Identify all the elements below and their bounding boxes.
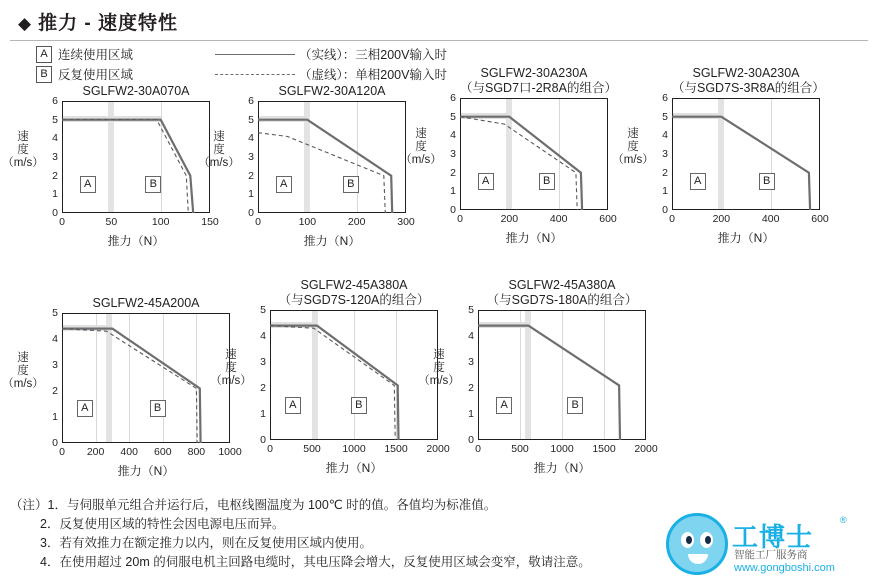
x-tick-label: 0 <box>255 216 261 228</box>
y-tick-label: 2 <box>52 169 58 182</box>
y-axis-label <box>0 352 46 391</box>
x-tick-label: 0 <box>59 216 65 228</box>
chart-title <box>672 66 825 96</box>
notes-block <box>10 496 730 572</box>
note-text-4: 4．在使用超过 20m 的伺服电机主回路电缆时，其电压降会增大，反复使用区域会变窄，敬请注意。 <box>40 555 591 569</box>
chart-4 <box>612 66 829 250</box>
chart-title-main: SGLFW2-30A230A <box>480 66 588 80</box>
y-tick-label: 2 <box>260 382 266 394</box>
mascot-pupil-right <box>705 536 711 544</box>
x-axis-label: 推力（N） <box>717 231 775 245</box>
zone-label-a: A <box>478 173 494 190</box>
y-tick-label: 3 <box>248 151 254 163</box>
chart-1 <box>2 84 219 253</box>
legend-linestyles <box>215 44 447 84</box>
chart-subtitle: （与SGD7口-2R8A的组合） <box>460 81 617 95</box>
chart-title-main: SGLFW2-45A380A <box>508 278 616 292</box>
zone-b-badge: B <box>36 66 52 83</box>
y-tick-label: 3 <box>450 148 456 160</box>
y-tick-label: 5 <box>52 307 58 319</box>
watermark-url: www.gongboshi.com <box>734 562 835 574</box>
chart-curves <box>672 98 820 210</box>
y-axis-label-char1: 速 <box>627 128 639 140</box>
y-tick-label: 5 <box>260 304 266 316</box>
chart-title-main: SGLFW2-30A230A <box>692 66 800 80</box>
chart-6 <box>210 278 450 480</box>
zone-a-label: 连续使用区域 <box>58 48 134 62</box>
x-tick-label: 0 <box>669 213 675 225</box>
y-axis-label-char2: 度 <box>433 362 445 374</box>
y-tick-label: 2 <box>662 166 668 179</box>
zone-a-badge: A <box>36 46 52 63</box>
zone-label-b: B <box>150 400 166 417</box>
legend-solid-label: （实线）：三相200V输入时 <box>299 48 447 62</box>
x-tick-label: 200 <box>86 446 105 458</box>
y-tick-label: 1 <box>468 408 474 420</box>
y-axis-label <box>416 349 462 388</box>
zone-label-a: A <box>496 397 512 414</box>
y-tick-label: 2 <box>450 166 456 179</box>
y-tick-label: 1 <box>52 411 58 423</box>
y-tick-label: 6 <box>662 92 668 104</box>
chart-curves <box>270 310 438 440</box>
x-tick-label: 100 <box>151 216 170 228</box>
x-axis-label: 推力（N） <box>533 461 591 475</box>
chart-title <box>62 296 230 311</box>
zone-label-a: A <box>80 176 96 193</box>
x-tick-label: 400 <box>761 213 780 225</box>
zone-label-a: A <box>77 400 93 417</box>
y-axis-label <box>398 128 444 167</box>
curve-three-phase <box>62 120 193 213</box>
y-tick-label: 3 <box>468 356 474 368</box>
chart-title <box>270 278 438 308</box>
x-tick-label: 500 <box>511 443 529 455</box>
curve-single-phase <box>62 329 197 443</box>
y-axis-label-char2: 度 <box>17 144 29 156</box>
plot-area <box>210 304 450 480</box>
x-tick-label: 2000 <box>426 443 450 455</box>
chart-title <box>460 66 617 96</box>
legend-dashed-row <box>215 64 447 84</box>
x-tick-label: 200 <box>347 216 366 228</box>
zone-label-a: A <box>690 173 706 190</box>
chart-curves <box>258 101 406 213</box>
note-line-4 <box>10 553 730 572</box>
x-tick-label: 400 <box>549 213 568 225</box>
curve-three-phase <box>258 120 392 213</box>
x-tick-label: 100 <box>298 216 317 228</box>
y-axis-unit: （m/s） <box>210 375 252 387</box>
y-axis-unit: （m/s） <box>2 157 44 169</box>
x-tick-label: 800 <box>187 446 206 458</box>
y-tick-label: 5 <box>248 113 254 126</box>
y-tick-label: 3 <box>662 148 668 160</box>
chart-curves <box>460 98 608 210</box>
chart-title <box>478 278 646 308</box>
curve-three-phase <box>672 117 810 210</box>
legend-solid-row <box>215 44 447 64</box>
x-tick-label: 0 <box>475 443 481 455</box>
y-tick-label: 0 <box>52 207 58 219</box>
watermark <box>660 509 870 581</box>
page-title-text: 推力 - 速度特性 <box>38 13 178 34</box>
y-tick-label: 4 <box>450 129 456 142</box>
x-tick-label: 1000 <box>218 446 242 458</box>
y-axis-unit: （m/s） <box>198 157 240 169</box>
y-tick-label: 4 <box>52 333 58 345</box>
plot-area <box>2 307 242 483</box>
chart-5 <box>2 296 242 483</box>
x-tick-label: 600 <box>154 446 172 458</box>
x-tick-label: 0 <box>267 443 273 455</box>
chart-subtitle: （与SGD7S-180A的组合） <box>486 293 638 307</box>
note-line-3 <box>10 534 730 553</box>
y-axis-label-char2: 度 <box>225 362 237 374</box>
zone-label-b: B <box>759 173 775 190</box>
x-tick-label: 500 <box>303 443 321 455</box>
chart-title <box>62 84 210 99</box>
curve-three-phase <box>478 326 620 440</box>
x-tick-label: 2000 <box>634 443 658 455</box>
zone-label-a: A <box>285 397 301 414</box>
y-axis-label-char2: 度 <box>17 365 29 377</box>
y-tick-label: 1 <box>260 408 266 420</box>
y-tick-label: 5 <box>450 110 456 123</box>
chart-curves <box>62 101 210 213</box>
x-axis-label: 推力（N） <box>325 461 383 475</box>
y-axis-label <box>610 128 656 167</box>
y-tick-label: 0 <box>260 434 266 446</box>
chart-subtitle: （与SGD7S-120A的组合） <box>278 293 430 307</box>
x-tick-label: 1000 <box>550 443 574 455</box>
x-tick-label: 0 <box>59 446 65 458</box>
plot-area <box>612 92 829 250</box>
diamond-icon: ◆ <box>18 14 33 33</box>
y-tick-label: 0 <box>662 204 668 216</box>
x-axis-label: 推力（N） <box>107 234 165 248</box>
zone-label-b: B <box>351 397 367 414</box>
note-line-2 <box>10 515 730 534</box>
note-line-1 <box>10 496 730 515</box>
y-axis-label-char1: 速 <box>225 349 237 361</box>
y-axis-unit: （m/s） <box>612 154 654 166</box>
x-tick-label: 600 <box>811 213 829 225</box>
legend-row-b <box>36 64 133 84</box>
x-tick-label: 1000 <box>342 443 366 455</box>
mascot-mouth <box>688 554 708 564</box>
legend-dashed-label: （虚线）：单相200V输入时 <box>299 68 447 82</box>
y-axis-label <box>208 349 254 388</box>
y-tick-label: 2 <box>52 385 58 397</box>
curve-single-phase <box>460 117 577 210</box>
y-tick-label: 1 <box>248 188 254 201</box>
curve-single-phase <box>62 120 188 213</box>
chart-curves <box>62 313 230 443</box>
zone-label-b: B <box>567 397 583 414</box>
x-tick-label: 400 <box>120 446 138 458</box>
x-tick-label: 1500 <box>592 443 616 455</box>
y-tick-label: 5 <box>662 110 668 123</box>
y-axis-label-char1: 速 <box>433 349 445 361</box>
y-axis-unit: （m/s） <box>2 378 44 390</box>
watermark-brand: 工博士 <box>732 522 814 552</box>
y-axis-label <box>0 131 46 170</box>
x-tick-label: 600 <box>599 213 617 225</box>
x-tick-label: 200 <box>712 213 731 225</box>
y-axis-label-char2: 度 <box>415 141 427 153</box>
x-tick-label: 50 <box>105 216 118 228</box>
chart-title-main: SGLFW2-45A380A <box>300 278 408 292</box>
chart-title <box>258 84 406 99</box>
zone-label-b: B <box>343 176 359 193</box>
x-tick-label: 300 <box>397 216 415 228</box>
chart-title-main: SGLFW2-30A120A <box>278 84 386 98</box>
y-tick-label: 3 <box>52 359 58 371</box>
x-tick-label: 200 <box>500 213 519 225</box>
chart-curves <box>478 310 646 440</box>
x-tick-label: 1500 <box>384 443 408 455</box>
y-tick-label: 6 <box>52 95 58 107</box>
y-tick-label: 4 <box>468 330 474 342</box>
plot-area <box>2 95 219 253</box>
chart-7 <box>418 278 658 480</box>
mascot-icon <box>666 513 728 575</box>
chart-subtitle: （与SGD7S-3R8A的组合） <box>672 81 825 95</box>
y-tick-label: 5 <box>468 304 474 316</box>
title-divider <box>10 40 868 41</box>
legend-row-a <box>36 44 133 64</box>
watermark-subtitle: 智能工厂服务商 <box>734 549 808 561</box>
y-tick-label: 4 <box>248 132 254 145</box>
y-tick-label: 1 <box>662 185 668 198</box>
x-tick-label: 150 <box>201 216 219 228</box>
x-tick-label: 0 <box>457 213 463 225</box>
y-tick-label: 2 <box>468 382 474 394</box>
chart-title-main: SGLFW2-30A070A <box>82 84 190 98</box>
y-tick-label: 3 <box>260 356 266 368</box>
y-tick-label: 5 <box>52 113 58 126</box>
mascot-pupil-left <box>686 536 692 544</box>
y-tick-label: 0 <box>468 434 474 446</box>
x-axis-label: 推力（N） <box>303 234 361 248</box>
zone-label-a: A <box>276 176 292 193</box>
curve-three-phase <box>460 117 582 210</box>
curve-single-phase <box>258 133 385 213</box>
y-axis-unit: （m/s） <box>400 154 442 166</box>
chart-title-main: SGLFW2-45A200A <box>92 296 200 310</box>
y-tick-label: 0 <box>248 207 254 219</box>
y-tick-label: 6 <box>450 92 456 104</box>
y-axis-label-char2: 度 <box>627 141 639 153</box>
curve-three-phase <box>62 329 201 443</box>
note-text-2: 2．反复使用区域的特性会因电源电压而异。 <box>40 517 285 531</box>
zone-label-b: B <box>145 176 161 193</box>
y-tick-label: 0 <box>52 437 58 449</box>
y-tick-label: 3 <box>52 151 58 163</box>
dashed-line-sample <box>215 74 295 75</box>
y-tick-label: 1 <box>450 185 456 198</box>
y-tick-label: 0 <box>450 204 456 216</box>
zone-label-b: B <box>539 173 555 190</box>
y-tick-label: 6 <box>248 95 254 107</box>
y-axis-label-char1: 速 <box>17 352 29 364</box>
registered-icon: ® <box>840 515 847 525</box>
curve-single-phase <box>270 326 395 440</box>
y-axis-unit: （m/s） <box>418 375 460 387</box>
x-axis-label: 推力（N） <box>117 464 175 478</box>
y-axis-label-char2: 度 <box>213 144 225 156</box>
solid-line-sample <box>215 54 295 55</box>
y-axis-label-char1: 速 <box>415 128 427 140</box>
notes-prefix: （注） <box>10 498 48 512</box>
curve-three-phase <box>270 326 399 440</box>
y-tick-label: 4 <box>260 330 266 342</box>
y-axis-label <box>196 131 242 170</box>
y-tick-label: 1 <box>52 188 58 201</box>
legend-zones <box>36 44 133 84</box>
plot-area <box>418 304 658 480</box>
note-text-1: 1．与伺服单元组合并运行后，电枢线圈温度为 100℃ 时的值。各值均为标准值。 <box>47 498 497 512</box>
y-tick-label: 4 <box>52 132 58 145</box>
y-axis-label-char1: 速 <box>213 131 225 143</box>
y-tick-label: 2 <box>248 169 254 182</box>
zone-b-label: 反复使用区域 <box>58 68 134 82</box>
y-tick-label: 4 <box>662 129 668 142</box>
y-axis-label-char1: 速 <box>17 131 29 143</box>
note-text-3: 3．若有效推力在额定推力以内，则在反复使用区域内使用。 <box>40 536 372 550</box>
page-title <box>18 8 178 35</box>
x-axis-label: 推力（N） <box>505 231 563 245</box>
